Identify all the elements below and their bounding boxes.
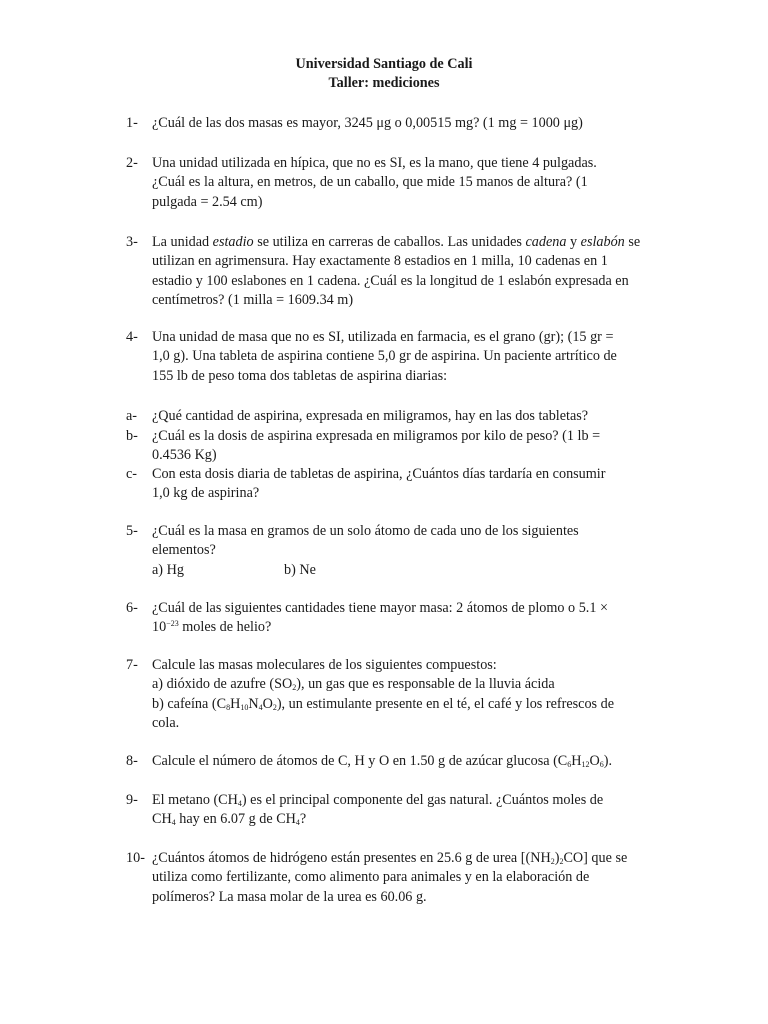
question-line: ¿Cuál es la altura, en metros, de un caballo, que mide 15 manos de altura? (1 bbox=[152, 174, 588, 191]
question-letter: c- bbox=[126, 466, 138, 482]
question-letter: b- bbox=[126, 428, 138, 444]
question-7 bbox=[126, 656, 666, 734]
question-line: utiliza como fertilizante, como alimento para animales y en la elaboración de bbox=[152, 869, 590, 886]
question-4c bbox=[126, 465, 666, 504]
term-eslabon: eslabón bbox=[580, 234, 625, 250]
question-line: Calcule las masas moleculares de los siguientes compuestos: bbox=[152, 657, 497, 673]
options-row bbox=[152, 561, 666, 580]
question-line: $CH_4$ hay en 6.07 g de $CH_4$? bbox=[152, 811, 307, 828]
question-2 bbox=[126, 154, 666, 212]
question-line: ¿Cuál es la dosis de aspirina expresada en miligramos por kilo de peso? (1 lb = bbox=[152, 428, 601, 444]
question-line: centímetros? (1 milla = 1609.34 m) bbox=[152, 292, 354, 309]
question-line: Una unidad utilizada en hípica, que no es SI, es la mano, que tiene 4 pulgadas. bbox=[152, 155, 597, 171]
question-5 bbox=[126, 522, 666, 580]
question-line: estadio y 100 eslabones en 1 cadena. ¿Cuál es la longitud de 1 eslabón expresada en bbox=[152, 272, 629, 289]
question-line: 0.4536 Kg) bbox=[152, 447, 217, 464]
question-line: utilizan en agrimensura. Hay exactamente 8 estadios en 1 milla, 10 cadenas en 1 bbox=[152, 253, 608, 270]
question-line: elementos? bbox=[152, 542, 216, 559]
question-10 bbox=[126, 849, 666, 907]
question-number: 2- bbox=[126, 155, 138, 171]
term-cadena: cadena bbox=[525, 234, 567, 250]
question-4 bbox=[126, 328, 666, 386]
question-4b bbox=[126, 427, 666, 466]
document-title: Taller: mediciones bbox=[328, 75, 440, 92]
document-header bbox=[0, 55, 768, 94]
question-line: a) dióxido de azufre $(SO_2)$, un gas que es responsable de la lluvia ácida bbox=[152, 676, 555, 693]
question-line: pulgada = 2.54 cm) bbox=[152, 193, 263, 210]
exponent: −23 bbox=[166, 619, 179, 629]
question-number: 6- bbox=[126, 600, 138, 616]
question-line: El metano $(CH_4)$ es el principal componente del gas natural. ¿Cuántos moles de bbox=[152, 792, 604, 808]
term-estadio: estadio bbox=[212, 234, 254, 250]
question-letter: a- bbox=[126, 408, 138, 424]
question-line: ¿Cuál de las siguientes cantidades tiene mayor masa: 2 átomos de plomo o 5.1 × bbox=[152, 600, 608, 616]
question-number: 7- bbox=[126, 657, 138, 673]
question-line: Una unidad de masa que no es SI, utilizada en farmacia, es el grano (gr); (15 gr = bbox=[152, 329, 614, 345]
question-9 bbox=[126, 791, 666, 830]
question-1 bbox=[126, 114, 666, 133]
option-b: b) Ne bbox=[284, 561, 316, 578]
question-number: 8- bbox=[126, 753, 138, 769]
question-line: ¿Cuántos átomos de hidrógeno están presentes en 25.6 g de urea $[(NH_2)_2CO]$ que se bbox=[152, 850, 628, 866]
question-line: 155 lb de peso toma dos tabletas de aspirina diarias: bbox=[152, 367, 448, 384]
question-line: $10^{-23}$ moles de helio? bbox=[152, 619, 272, 636]
question-6 bbox=[126, 599, 666, 638]
university-name: Universidad Santiago de Cali bbox=[295, 56, 473, 72]
question-text: ¿Cuál de las dos masas es mayor, 3245 μg o 0,00515 mg? (1 mg = 1000 μg) bbox=[152, 115, 583, 131]
question-line: ¿Cuál es la masa en gramos de un solo átomo de cada uno de los siguientes bbox=[152, 523, 579, 539]
question-number: 9- bbox=[126, 792, 138, 808]
question-4a bbox=[126, 407, 666, 426]
question-number: 5- bbox=[126, 523, 138, 539]
question-line: 1,0 kg de aspirina? bbox=[152, 485, 260, 502]
question-number: 3- bbox=[126, 234, 138, 250]
question-number: 4- bbox=[126, 329, 138, 345]
question-3 bbox=[126, 233, 666, 311]
question-line: La unidad estadio se utiliza en carreras de caballos. Las unidades cadena y eslabón se bbox=[152, 234, 641, 250]
question-text: Calcule el número de átomos de C, H y O en 1.50 g de azúcar glucosa $(C_6H_{12}O_6)$. bbox=[152, 753, 613, 769]
question-8 bbox=[126, 752, 666, 771]
question-number: 1- bbox=[126, 115, 138, 131]
question-line: cola. bbox=[152, 715, 180, 732]
question-line: b) cafeína $(C_8H_{10}N_4O_2)$, un estimulante presente en el té, el café y los refrescos de bbox=[152, 695, 615, 712]
question-line: polímeros? La masa molar de la urea es 60.06 g. bbox=[152, 888, 427, 905]
question-line: Con esta dosis diaria de tabletas de aspirina, ¿Cuántos días tardaría en consumir bbox=[152, 466, 606, 482]
question-line: 1,0 g). Una tableta de aspirina contiene 5,0 gr de aspirina. Un paciente artrítico de bbox=[152, 348, 617, 365]
question-text: ¿Qué cantidad de aspirina, expresada en miligramos, hay en las dos tabletas? bbox=[152, 408, 589, 424]
option-a: a) Hg bbox=[152, 561, 184, 578]
question-number: 10- bbox=[126, 850, 145, 866]
